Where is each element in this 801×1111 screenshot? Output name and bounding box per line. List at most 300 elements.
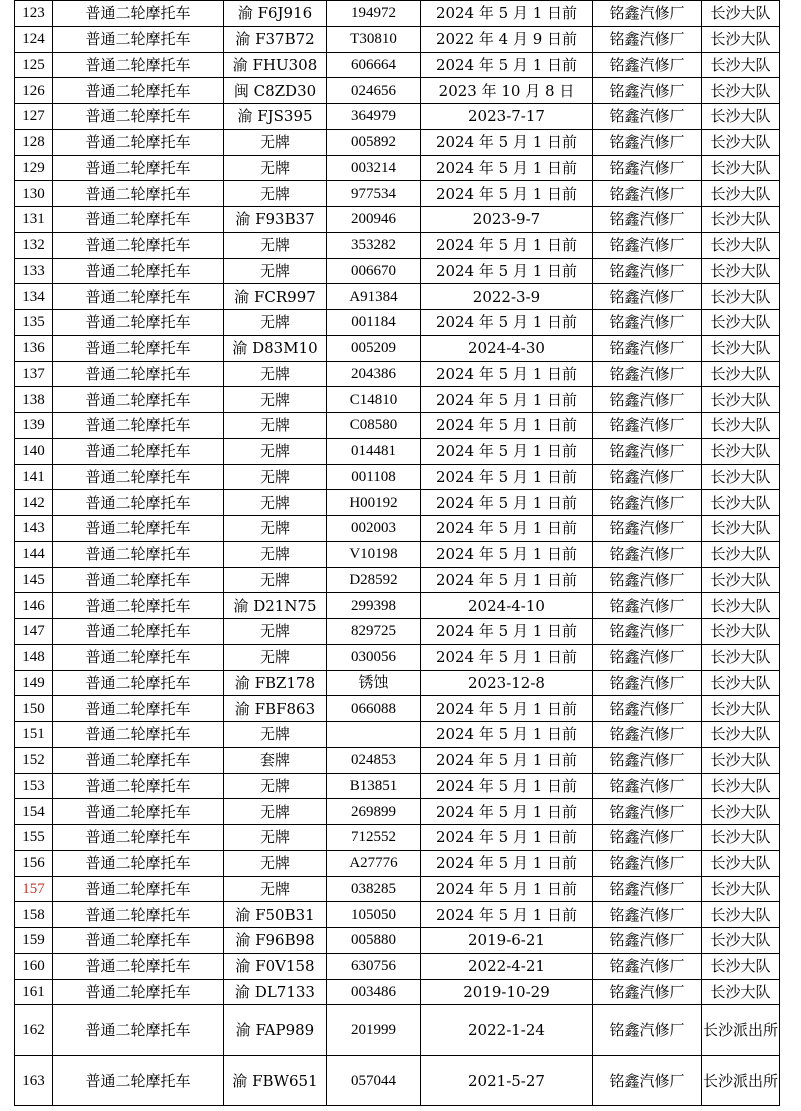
engine-code-cell: 001184 bbox=[327, 310, 421, 336]
police-unit-cell: 长沙大队 bbox=[702, 490, 780, 516]
row-number-cell: 144 bbox=[15, 541, 53, 567]
plate-number-cell: 无牌 bbox=[224, 876, 327, 902]
engine-code-cell: 269899 bbox=[327, 799, 421, 825]
repair-shop-cell: 铭鑫汽修厂 bbox=[593, 413, 702, 439]
table-row bbox=[15, 979, 780, 1005]
police-unit-cell: 长沙大队 bbox=[702, 78, 780, 104]
table-row bbox=[15, 155, 780, 181]
row-number-cell: 159 bbox=[15, 928, 53, 954]
plate-number-cell: 无牌 bbox=[224, 129, 327, 155]
table-row bbox=[15, 438, 780, 464]
table-row bbox=[15, 696, 780, 722]
date-cell: 2024 年 5 月 1 日前 bbox=[421, 619, 593, 645]
vehicle-type-cell: 普通二轮摩托车 bbox=[53, 490, 224, 516]
repair-shop-cell: 铭鑫汽修厂 bbox=[593, 335, 702, 361]
row-number-cell: 161 bbox=[15, 979, 53, 1005]
police-unit-cell: 长沙大队 bbox=[702, 438, 780, 464]
table-row bbox=[15, 1055, 780, 1106]
repair-shop-cell: 铭鑫汽修厂 bbox=[593, 825, 702, 851]
date-cell: 2021-5-27 bbox=[421, 1055, 593, 1106]
plate-number-cell: 闽 C8ZD30 bbox=[224, 78, 327, 104]
police-unit-cell: 长沙大队 bbox=[702, 232, 780, 258]
date-cell: 2024 年 5 月 1 日前 bbox=[421, 902, 593, 928]
repair-shop-cell: 铭鑫汽修厂 bbox=[593, 207, 702, 233]
date-cell: 2024 年 5 月 1 日前 bbox=[421, 799, 593, 825]
table-row bbox=[15, 1, 780, 27]
date-cell: 2019-10-29 bbox=[421, 979, 593, 1005]
repair-shop-cell: 铭鑫汽修厂 bbox=[593, 284, 702, 310]
repair-shop-cell: 铭鑫汽修厂 bbox=[593, 78, 702, 104]
vehicle-type-cell: 普通二轮摩托车 bbox=[53, 644, 224, 670]
table-row bbox=[15, 413, 780, 439]
table-row bbox=[15, 825, 780, 851]
table-row bbox=[15, 516, 780, 542]
engine-code-cell: 630756 bbox=[327, 953, 421, 979]
row-number-cell: 147 bbox=[15, 619, 53, 645]
vehicle-type-cell: 普通二轮摩托车 bbox=[53, 516, 224, 542]
repair-shop-cell: 铭鑫汽修厂 bbox=[593, 438, 702, 464]
plate-number-cell: 无牌 bbox=[224, 155, 327, 181]
vehicle-type-cell: 普通二轮摩托车 bbox=[53, 928, 224, 954]
table-row bbox=[15, 258, 780, 284]
date-cell: 2024 年 5 月 1 日前 bbox=[421, 155, 593, 181]
table-row bbox=[15, 129, 780, 155]
row-number-cell: 133 bbox=[15, 258, 53, 284]
engine-code-cell: 014481 bbox=[327, 438, 421, 464]
vehicle-type-cell: 普通二轮摩托车 bbox=[53, 1005, 224, 1056]
engine-code-cell: 364979 bbox=[327, 104, 421, 130]
repair-shop-cell: 铭鑫汽修厂 bbox=[593, 310, 702, 336]
date-cell: 2024 年 5 月 1 日前 bbox=[421, 361, 593, 387]
plate-number-cell: 无牌 bbox=[224, 413, 327, 439]
plate-number-cell: 渝 FBW651 bbox=[224, 1055, 327, 1106]
row-number-cell: 127 bbox=[15, 104, 53, 130]
plate-number-cell: 渝 F6J916 bbox=[224, 1, 327, 27]
vehicle-type-cell: 普通二轮摩托车 bbox=[53, 722, 224, 748]
row-number-cell: 157 bbox=[15, 876, 53, 902]
date-cell: 2024 年 5 月 1 日前 bbox=[421, 52, 593, 78]
plate-number-cell: 无牌 bbox=[224, 850, 327, 876]
plate-number-cell: 渝 D21N75 bbox=[224, 593, 327, 619]
repair-shop-cell: 铭鑫汽修厂 bbox=[593, 644, 702, 670]
plate-number-cell: 无牌 bbox=[224, 516, 327, 542]
table-row bbox=[15, 567, 780, 593]
vehicle-type-cell: 普通二轮摩托车 bbox=[53, 979, 224, 1005]
plate-number-cell: 渝 FBZ178 bbox=[224, 670, 327, 696]
row-number-cell: 139 bbox=[15, 413, 53, 439]
row-number-cell: 135 bbox=[15, 310, 53, 336]
table-row bbox=[15, 902, 780, 928]
vehicle-type-cell: 普通二轮摩托车 bbox=[53, 26, 224, 52]
plate-number-cell: 渝 DL7133 bbox=[224, 979, 327, 1005]
table-row bbox=[15, 722, 780, 748]
plate-number-cell: 渝 FJS395 bbox=[224, 104, 327, 130]
row-number-cell: 136 bbox=[15, 335, 53, 361]
plate-number-cell: 无牌 bbox=[224, 438, 327, 464]
police-unit-cell: 长沙大队 bbox=[702, 1, 780, 27]
vehicle-type-cell: 普通二轮摩托车 bbox=[53, 799, 224, 825]
police-unit-cell: 长沙大队 bbox=[702, 387, 780, 413]
date-cell: 2024 年 5 月 1 日前 bbox=[421, 413, 593, 439]
row-number-cell: 125 bbox=[15, 52, 53, 78]
date-cell: 2024 年 5 月 1 日前 bbox=[421, 825, 593, 851]
plate-number-cell: 无牌 bbox=[224, 825, 327, 851]
police-unit-cell: 长沙大队 bbox=[702, 284, 780, 310]
vehicle-type-cell: 普通二轮摩托车 bbox=[53, 232, 224, 258]
repair-shop-cell: 铭鑫汽修厂 bbox=[593, 1005, 702, 1056]
repair-shop-cell: 铭鑫汽修厂 bbox=[593, 850, 702, 876]
repair-shop-cell: 铭鑫汽修厂 bbox=[593, 155, 702, 181]
police-unit-cell: 长沙大队 bbox=[702, 207, 780, 233]
vehicle-type-cell: 普通二轮摩托车 bbox=[53, 1, 224, 27]
plate-number-cell: 渝 FHU308 bbox=[224, 52, 327, 78]
engine-code-cell: C14810 bbox=[327, 387, 421, 413]
row-number-cell: 150 bbox=[15, 696, 53, 722]
repair-shop-cell: 铭鑫汽修厂 bbox=[593, 722, 702, 748]
vehicle-type-cell: 普通二轮摩托车 bbox=[53, 619, 224, 645]
plate-number-cell: 无牌 bbox=[224, 310, 327, 336]
vehicle-type-cell: 普通二轮摩托车 bbox=[53, 696, 224, 722]
repair-shop-cell: 铭鑫汽修厂 bbox=[593, 799, 702, 825]
table-row bbox=[15, 464, 780, 490]
repair-shop-cell: 铭鑫汽修厂 bbox=[593, 490, 702, 516]
repair-shop-cell: 铭鑫汽修厂 bbox=[593, 232, 702, 258]
table-row bbox=[15, 78, 780, 104]
repair-shop-cell: 铭鑫汽修厂 bbox=[593, 670, 702, 696]
row-number-cell: 152 bbox=[15, 747, 53, 773]
row-number-cell: 160 bbox=[15, 953, 53, 979]
police-unit-cell: 长沙大队 bbox=[702, 644, 780, 670]
row-number-cell: 158 bbox=[15, 902, 53, 928]
engine-code-cell: 066088 bbox=[327, 696, 421, 722]
row-number-cell: 156 bbox=[15, 850, 53, 876]
police-unit-cell: 长沙大队 bbox=[702, 593, 780, 619]
plate-number-cell: 渝 FCR997 bbox=[224, 284, 327, 310]
date-cell: 2024-4-10 bbox=[421, 593, 593, 619]
date-cell: 2024 年 5 月 1 日前 bbox=[421, 696, 593, 722]
plate-number-cell: 无牌 bbox=[224, 567, 327, 593]
police-unit-cell: 长沙大队 bbox=[702, 722, 780, 748]
repair-shop-cell: 铭鑫汽修厂 bbox=[593, 696, 702, 722]
row-number-cell: 155 bbox=[15, 825, 53, 851]
table-row bbox=[15, 644, 780, 670]
plate-number-cell: 渝 FBF863 bbox=[224, 696, 327, 722]
vehicle-type-cell: 普通二轮摩托车 bbox=[53, 876, 224, 902]
police-unit-cell: 长沙大队 bbox=[702, 26, 780, 52]
vehicle-type-cell: 普通二轮摩托车 bbox=[53, 129, 224, 155]
vehicle-type-cell: 普通二轮摩托车 bbox=[53, 413, 224, 439]
date-cell: 2022-3-9 bbox=[421, 284, 593, 310]
row-number-cell: 145 bbox=[15, 567, 53, 593]
police-unit-cell: 长沙派出所 bbox=[702, 1005, 780, 1056]
engine-code-cell: 977534 bbox=[327, 181, 421, 207]
vehicle-type-cell: 普通二轮摩托车 bbox=[53, 773, 224, 799]
vehicle-type-cell: 普通二轮摩托车 bbox=[53, 155, 224, 181]
police-unit-cell: 长沙大队 bbox=[702, 258, 780, 284]
table-row bbox=[15, 207, 780, 233]
date-cell: 2024 年 5 月 1 日前 bbox=[421, 876, 593, 902]
row-number-cell: 151 bbox=[15, 722, 53, 748]
table-row bbox=[15, 1005, 780, 1056]
date-cell: 2024 年 5 月 1 日前 bbox=[421, 310, 593, 336]
table-row bbox=[15, 52, 780, 78]
repair-shop-cell: 铭鑫汽修厂 bbox=[593, 953, 702, 979]
date-cell: 2024 年 5 月 1 日前 bbox=[421, 181, 593, 207]
repair-shop-cell: 铭鑫汽修厂 bbox=[593, 464, 702, 490]
table-row bbox=[15, 876, 780, 902]
row-number-cell: 146 bbox=[15, 593, 53, 619]
repair-shop-cell: 铭鑫汽修厂 bbox=[593, 773, 702, 799]
vehicle-table bbox=[14, 0, 780, 1106]
date-cell: 2023 年 10 月 8 日 bbox=[421, 78, 593, 104]
engine-code-cell: 105050 bbox=[327, 902, 421, 928]
plate-number-cell: 无牌 bbox=[224, 541, 327, 567]
date-cell: 2023-9-7 bbox=[421, 207, 593, 233]
engine-code-cell: 005880 bbox=[327, 928, 421, 954]
date-cell: 2024 年 5 月 1 日前 bbox=[421, 567, 593, 593]
repair-shop-cell: 铭鑫汽修厂 bbox=[593, 567, 702, 593]
engine-code-cell: 003214 bbox=[327, 155, 421, 181]
date-cell: 2022 年 4 月 9 日前 bbox=[421, 26, 593, 52]
police-unit-cell: 长沙大队 bbox=[702, 696, 780, 722]
date-cell: 2024-4-30 bbox=[421, 335, 593, 361]
vehicle-type-cell: 普通二轮摩托车 bbox=[53, 78, 224, 104]
vehicle-type-cell: 普通二轮摩托车 bbox=[53, 52, 224, 78]
engine-code-cell: 003486 bbox=[327, 979, 421, 1005]
engine-code-cell: 024656 bbox=[327, 78, 421, 104]
date-cell: 2024 年 5 月 1 日前 bbox=[421, 232, 593, 258]
vehicle-type-cell: 普通二轮摩托车 bbox=[53, 310, 224, 336]
plate-number-cell: 套牌 bbox=[224, 747, 327, 773]
plate-number-cell: 渝 F37B72 bbox=[224, 26, 327, 52]
date-cell: 2024 年 5 月 1 日前 bbox=[421, 1, 593, 27]
plate-number-cell: 无牌 bbox=[224, 387, 327, 413]
date-cell: 2024 年 5 月 1 日前 bbox=[421, 773, 593, 799]
date-cell: 2024 年 5 月 1 日前 bbox=[421, 516, 593, 542]
police-unit-cell: 长沙大队 bbox=[702, 516, 780, 542]
date-cell: 2024 年 5 月 1 日前 bbox=[421, 438, 593, 464]
row-number-cell: 134 bbox=[15, 284, 53, 310]
engine-code-cell: 038285 bbox=[327, 876, 421, 902]
vehicle-type-cell: 普通二轮摩托车 bbox=[53, 207, 224, 233]
vehicle-type-cell: 普通二轮摩托车 bbox=[53, 335, 224, 361]
row-number-cell: 141 bbox=[15, 464, 53, 490]
engine-code-cell: 001108 bbox=[327, 464, 421, 490]
date-cell: 2024 年 5 月 1 日前 bbox=[421, 387, 593, 413]
plate-number-cell: 无牌 bbox=[224, 773, 327, 799]
repair-shop-cell: 铭鑫汽修厂 bbox=[593, 541, 702, 567]
engine-code-cell: A91384 bbox=[327, 284, 421, 310]
vehicle-type-cell: 普通二轮摩托车 bbox=[53, 284, 224, 310]
table-row bbox=[15, 104, 780, 130]
row-number-cell: 153 bbox=[15, 773, 53, 799]
date-cell: 2024 年 5 月 1 日前 bbox=[421, 129, 593, 155]
plate-number-cell: 无牌 bbox=[224, 361, 327, 387]
vehicle-type-cell: 普通二轮摩托车 bbox=[53, 953, 224, 979]
police-unit-cell: 长沙大队 bbox=[702, 850, 780, 876]
date-cell: 2024 年 5 月 1 日前 bbox=[421, 490, 593, 516]
row-number-cell: 123 bbox=[15, 1, 53, 27]
plate-number-cell: 无牌 bbox=[224, 722, 327, 748]
engine-code-cell: 712552 bbox=[327, 825, 421, 851]
row-number-cell: 163 bbox=[15, 1055, 53, 1106]
engine-code-cell: D28592 bbox=[327, 567, 421, 593]
police-unit-cell: 长沙大队 bbox=[702, 335, 780, 361]
engine-code-cell: 829725 bbox=[327, 619, 421, 645]
engine-code-cell: 353282 bbox=[327, 232, 421, 258]
engine-code-cell: H00192 bbox=[327, 490, 421, 516]
repair-shop-cell: 铭鑫汽修厂 bbox=[593, 361, 702, 387]
table-row bbox=[15, 747, 780, 773]
row-number-cell: 148 bbox=[15, 644, 53, 670]
police-unit-cell: 长沙大队 bbox=[702, 361, 780, 387]
date-cell: 2024 年 5 月 1 日前 bbox=[421, 258, 593, 284]
table-row bbox=[15, 284, 780, 310]
table-row bbox=[15, 387, 780, 413]
row-number-cell: 162 bbox=[15, 1005, 53, 1056]
vehicle-type-cell: 普通二轮摩托车 bbox=[53, 361, 224, 387]
plate-number-cell: 无牌 bbox=[224, 232, 327, 258]
police-unit-cell: 长沙大队 bbox=[702, 155, 780, 181]
row-number-cell: 131 bbox=[15, 207, 53, 233]
plate-number-cell: 渝 D83M10 bbox=[224, 335, 327, 361]
date-cell: 2024 年 5 月 1 日前 bbox=[421, 850, 593, 876]
repair-shop-cell: 铭鑫汽修厂 bbox=[593, 1, 702, 27]
vehicle-type-cell: 普通二轮摩托车 bbox=[53, 747, 224, 773]
plate-number-cell: 无牌 bbox=[224, 181, 327, 207]
table-row bbox=[15, 541, 780, 567]
repair-shop-cell: 铭鑫汽修厂 bbox=[593, 979, 702, 1005]
engine-code-cell: 005209 bbox=[327, 335, 421, 361]
vehicle-type-cell: 普通二轮摩托车 bbox=[53, 825, 224, 851]
table-row bbox=[15, 26, 780, 52]
police-unit-cell: 长沙大队 bbox=[702, 413, 780, 439]
vehicle-type-cell: 普通二轮摩托车 bbox=[53, 104, 224, 130]
table-row bbox=[15, 181, 780, 207]
vehicle-type-cell: 普通二轮摩托车 bbox=[53, 850, 224, 876]
engine-code-cell: 606664 bbox=[327, 52, 421, 78]
row-number-cell: 154 bbox=[15, 799, 53, 825]
repair-shop-cell: 铭鑫汽修厂 bbox=[593, 516, 702, 542]
police-unit-cell: 长沙大队 bbox=[702, 104, 780, 130]
plate-number-cell: 无牌 bbox=[224, 464, 327, 490]
engine-code-cell: 002003 bbox=[327, 516, 421, 542]
plate-number-cell: 无牌 bbox=[224, 258, 327, 284]
row-number-cell: 129 bbox=[15, 155, 53, 181]
vehicle-type-cell: 普通二轮摩托车 bbox=[53, 258, 224, 284]
repair-shop-cell: 铭鑫汽修厂 bbox=[593, 902, 702, 928]
repair-shop-cell: 铭鑫汽修厂 bbox=[593, 593, 702, 619]
repair-shop-cell: 铭鑫汽修厂 bbox=[593, 619, 702, 645]
police-unit-cell: 长沙大队 bbox=[702, 464, 780, 490]
plate-number-cell: 渝 F50B31 bbox=[224, 902, 327, 928]
engine-code-cell: C08580 bbox=[327, 413, 421, 439]
police-unit-cell: 长沙大队 bbox=[702, 52, 780, 78]
repair-shop-cell: 铭鑫汽修厂 bbox=[593, 876, 702, 902]
repair-shop-cell: 铭鑫汽修厂 bbox=[593, 26, 702, 52]
date-cell: 2024 年 5 月 1 日前 bbox=[421, 541, 593, 567]
row-number-cell: 138 bbox=[15, 387, 53, 413]
table-row bbox=[15, 799, 780, 825]
vehicle-type-cell: 普通二轮摩托车 bbox=[53, 902, 224, 928]
row-number-cell: 130 bbox=[15, 181, 53, 207]
table-row bbox=[15, 310, 780, 336]
row-number-cell: 124 bbox=[15, 26, 53, 52]
repair-shop-cell: 铭鑫汽修厂 bbox=[593, 747, 702, 773]
police-unit-cell: 长沙大队 bbox=[702, 953, 780, 979]
table-row bbox=[15, 619, 780, 645]
engine-code-cell: 024853 bbox=[327, 747, 421, 773]
table-row bbox=[15, 490, 780, 516]
police-unit-cell: 长沙大队 bbox=[702, 670, 780, 696]
row-number-cell: 132 bbox=[15, 232, 53, 258]
table-row bbox=[15, 850, 780, 876]
police-unit-cell: 长沙大队 bbox=[702, 567, 780, 593]
engine-code-cell: B13851 bbox=[327, 773, 421, 799]
table-row bbox=[15, 953, 780, 979]
table-row bbox=[15, 670, 780, 696]
vehicle-type-cell: 普通二轮摩托车 bbox=[53, 181, 224, 207]
vehicle-type-cell: 普通二轮摩托车 bbox=[53, 438, 224, 464]
engine-code-cell: A27776 bbox=[327, 850, 421, 876]
police-unit-cell: 长沙大队 bbox=[702, 979, 780, 1005]
plate-number-cell: 无牌 bbox=[224, 799, 327, 825]
date-cell: 2022-4-21 bbox=[421, 953, 593, 979]
row-number-cell: 140 bbox=[15, 438, 53, 464]
police-unit-cell: 长沙大队 bbox=[702, 799, 780, 825]
engine-code-cell: 057044 bbox=[327, 1055, 421, 1106]
police-unit-cell: 长沙大队 bbox=[702, 876, 780, 902]
police-unit-cell: 长沙大队 bbox=[702, 129, 780, 155]
vehicle-type-cell: 普通二轮摩托车 bbox=[53, 670, 224, 696]
police-unit-cell: 长沙大队 bbox=[702, 181, 780, 207]
table-row bbox=[15, 361, 780, 387]
row-number-cell: 142 bbox=[15, 490, 53, 516]
row-number-cell: 143 bbox=[15, 516, 53, 542]
engine-code-cell: 200946 bbox=[327, 207, 421, 233]
table-row bbox=[15, 773, 780, 799]
date-cell: 2024 年 5 月 1 日前 bbox=[421, 747, 593, 773]
date-cell: 2023-12-8 bbox=[421, 670, 593, 696]
table-row bbox=[15, 335, 780, 361]
table-row bbox=[15, 928, 780, 954]
vehicle-type-cell: 普通二轮摩托车 bbox=[53, 464, 224, 490]
engine-code-cell: 030056 bbox=[327, 644, 421, 670]
engine-code-cell: 201999 bbox=[327, 1005, 421, 1056]
date-cell: 2022-1-24 bbox=[421, 1005, 593, 1056]
police-unit-cell: 长沙大队 bbox=[702, 902, 780, 928]
engine-code-cell: 006670 bbox=[327, 258, 421, 284]
vehicle-type-cell: 普通二轮摩托车 bbox=[53, 593, 224, 619]
police-unit-cell: 长沙大队 bbox=[702, 310, 780, 336]
engine-code-cell: T30810 bbox=[327, 26, 421, 52]
plate-number-cell: 无牌 bbox=[224, 619, 327, 645]
engine-code-cell: V10198 bbox=[327, 541, 421, 567]
police-unit-cell: 长沙大队 bbox=[702, 541, 780, 567]
plate-number-cell: 渝 FAP989 bbox=[224, 1005, 327, 1056]
engine-code-cell bbox=[327, 722, 421, 748]
repair-shop-cell: 铭鑫汽修厂 bbox=[593, 928, 702, 954]
engine-code-cell: 204386 bbox=[327, 361, 421, 387]
engine-code-cell: 锈蚀 bbox=[327, 670, 421, 696]
engine-code-cell: 194972 bbox=[327, 1, 421, 27]
engine-code-cell: 299398 bbox=[327, 593, 421, 619]
repair-shop-cell: 铭鑫汽修厂 bbox=[593, 129, 702, 155]
vehicle-type-cell: 普通二轮摩托车 bbox=[53, 387, 224, 413]
date-cell: 2024 年 5 月 1 日前 bbox=[421, 722, 593, 748]
police-unit-cell: 长沙大队 bbox=[702, 773, 780, 799]
vehicle-type-cell: 普通二轮摩托车 bbox=[53, 1055, 224, 1106]
